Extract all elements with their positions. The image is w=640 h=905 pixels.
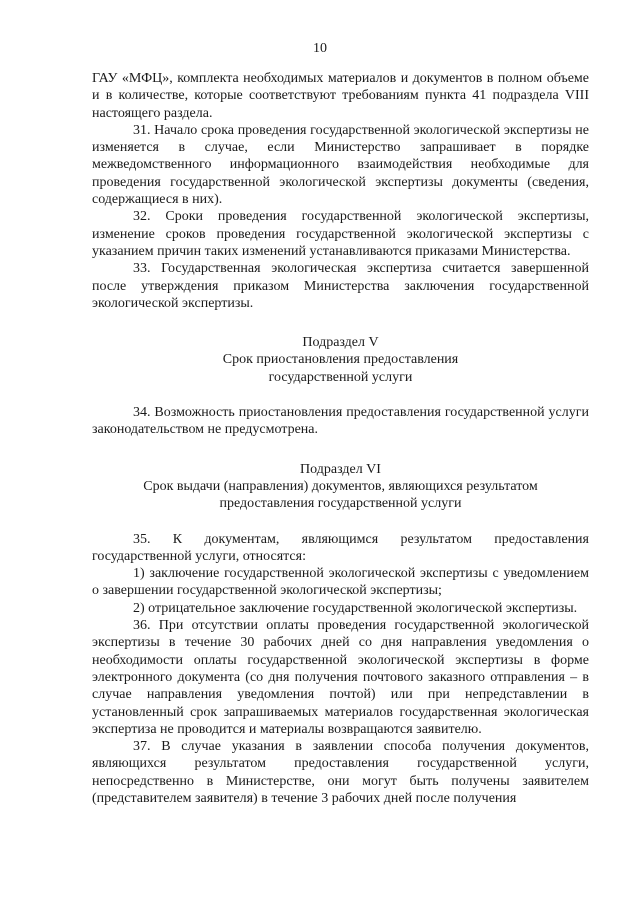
subsection-6-heading	[92, 461, 589, 513]
subsection-5-heading	[92, 334, 589, 386]
paragraph-33: 33. Государственная экологическая экспертиза считается завершенной после утверждения приказом Министерства заключения государственной экологической экспертизы.	[92, 261, 589, 311]
page-number: 10	[313, 41, 327, 56]
paragraph-31: 31. Начало срока проведения государственной экологической экспертизы не изменяется в случае, если Министерство запрашивает в порядке межведомственного информационного взаимодействия необходимые для проведения государственной экологической экспертизы документы (сведения, содержащиеся в них).	[92, 122, 589, 208]
subsection-6-label: Подраздел VI	[300, 461, 381, 477]
spacer	[92, 386, 589, 404]
paragraph-37: 37. В случае указания в заявлении способа получения документов, являющихся результатом предоставления государственной услуги, непосредственно в Министерстве, они могут быть получены заявителем (представителем заявителя) в течение 3 рабочих дней после получения	[92, 739, 589, 806]
paragraph-34: 34. Возможность приостановления предоставления государственной услуги законодательством не предусмотрена.	[92, 405, 589, 438]
paragraph-35-item-1: 1) заключение государственной экологической экспертизы с уведомлением о завершении государственной экологической экспертизы;	[92, 566, 589, 599]
paragraph-35: 35. К документам, являющимся результатом предоставления государственной услуги, относятся:	[92, 531, 589, 564]
spacer	[92, 439, 589, 461]
subsection-5-title-line2: государственной услуги	[268, 369, 413, 385]
paragraph-32: 32. Сроки проведения государственной экологической экспертизы, изменение сроков проведения государственной экологической экспертизы с указанием причин таких изменений устанавливаются приказами Министерства.	[92, 209, 589, 259]
paragraph-36: 36. При отсутствии оплаты проведения государственной экологической экспертизы в течение 30 рабочих дней со дня направления уведомления о необходимости оплаты государственной экологической экспертизы в форме электронного документа (со дня получения почтового заказного отправления – в случае направления уведомления почтой) или при непредставлении в установленный срок запрашиваемых материалов государственная экологическая экспертиза не проводится и материалы возвращаются заявителю.	[92, 618, 589, 737]
paragraph-35-item-2: 2) отрицательное заключение государственной экологической экспертизы.	[133, 600, 578, 616]
paragraph-continuation: ГАУ «МФЦ», комплекта необходимых материалов и документов в полном объеме и в количестве, которые соответствуют требованиям пункта 41 подраздела VIII настоящего раздела.	[92, 71, 589, 121]
subsection-5-title-line1: Срок приостановления предоставления	[222, 352, 459, 368]
spacer	[92, 312, 589, 334]
subsection-5-label: Подраздел V	[302, 335, 379, 351]
document-body	[92, 70, 589, 807]
subsection-6-title-line1: Срок выдачи (направления) документов, являющихся результатом	[143, 478, 538, 494]
subsection-6-title-line2: предоставления государственной услуги	[219, 496, 462, 512]
spacer	[92, 513, 589, 531]
